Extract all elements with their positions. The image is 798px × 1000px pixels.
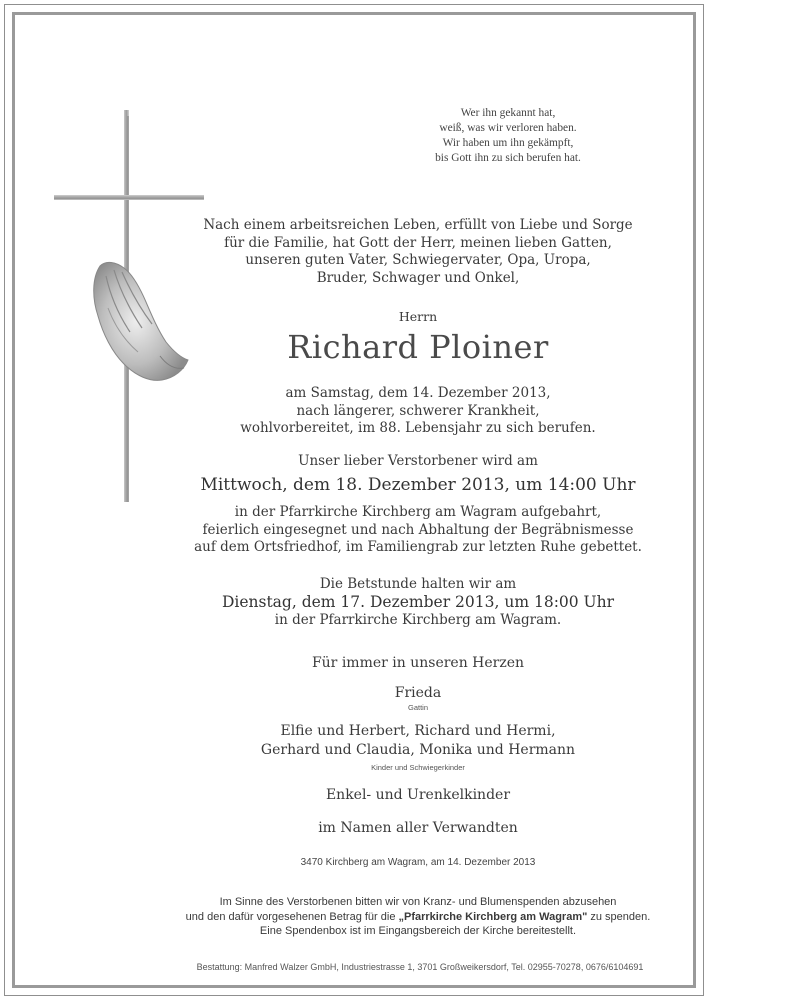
intro-line: für die Familie, hat Gott der Herr, meinen lieben Gatten, bbox=[224, 234, 612, 251]
wife-name: Frieda bbox=[394, 685, 442, 701]
funeral-details-line: auf dem Ortsfriedhof, im Familiengrab zur letzten Ruhe gebettet. bbox=[194, 539, 642, 556]
funeral-details-line: in der Pfarrkirche Kirchberg am Wagram aufgebahrt, bbox=[234, 504, 602, 520]
funeral-date-time: Mittwoch, dem 18. Dezember 2013, um 14:00 Uhr bbox=[200, 475, 636, 495]
children-names bbox=[168, 722, 668, 760]
place-date: 3470 Kirchberg am Wagram, am 14. Dezember 2013 bbox=[300, 857, 536, 868]
deceased-name: Richard Ploiner bbox=[287, 328, 549, 366]
funeral-details-line: feierlich eingesegnet und nach Abhaltung der Begräbnismesse bbox=[202, 521, 634, 538]
funeral-home-footer: Bestattung: Manfred Walzer GmbH, Industriestrasse 1, 3701 Großweikersdorf, Tel. 02955-70278, 0676/6104691 bbox=[196, 962, 644, 972]
intro-text bbox=[168, 217, 668, 287]
donation-request bbox=[148, 895, 688, 939]
children-role: Kinder und Schwiegerkinder bbox=[371, 763, 465, 772]
poem-line: bis Gott ihn zu sich berufen hat. bbox=[435, 152, 581, 164]
intro-line: Nach einem arbeitsreichen Leben, erfüllt von Liebe und Sorge bbox=[203, 217, 633, 233]
funeral-details bbox=[168, 504, 668, 557]
betstunde-date-time: Dienstag, dem 17. Dezember 2013, um 18:00 Uhr bbox=[221, 593, 615, 611]
intro-line: unseren guten Vater, Schwiegervater, Opa, Uropa, bbox=[245, 252, 591, 269]
relatives: im Namen aller Verwandten bbox=[318, 820, 518, 836]
salutation: Herrn bbox=[398, 309, 438, 324]
poem-line: Wer ihn gekannt hat, bbox=[460, 107, 556, 119]
cross-icon bbox=[48, 108, 208, 508]
death-info bbox=[168, 385, 668, 438]
donation-line bbox=[148, 910, 688, 925]
betstunde-location: in der Pfarrkirche Kirchberg am Wagram. bbox=[274, 612, 562, 628]
grandchildren: Enkel- und Urenkelkinder bbox=[325, 787, 511, 803]
betstunde-intro: Die Betstunde halten wir am bbox=[319, 576, 517, 592]
memorial-poem bbox=[380, 106, 636, 166]
donation-recipient: „Pfarrkirche Kirchberg am Wagram" bbox=[398, 910, 588, 923]
donation-line: Im Sinne des Verstorbenen bitten wir von Kranz- und Blumenspenden abzusehen bbox=[219, 896, 617, 908]
donation-text: und den dafür vorgesehenen Betrag für die bbox=[185, 910, 399, 923]
children-line: Elfie und Herbert, Richard und Hermi, bbox=[280, 723, 556, 739]
death-info-line: nach längerer, schwerer Krankheit, bbox=[296, 402, 540, 419]
children-line: Gerhard und Claudia, Monika und Hermann bbox=[260, 742, 576, 758]
mourners-heading: Für immer in unseren Herzen bbox=[311, 655, 525, 671]
death-info-line: wohlvorbereitet, im 88. Lebensjahr zu sich berufen. bbox=[240, 420, 596, 437]
poem-line: weiß, was wir verloren haben. bbox=[439, 122, 577, 134]
wife-role: Gattin bbox=[407, 703, 428, 712]
funeral-announce: Unser lieber Verstorbener wird am bbox=[298, 453, 538, 469]
death-info-line: am Samstag, dem 14. Dezember 2013, bbox=[285, 385, 551, 401]
donation-text: zu spenden. bbox=[587, 910, 651, 923]
intro-line: Bruder, Schwager und Onkel, bbox=[316, 269, 520, 286]
poem-line: Wir haben um ihn gekämpft, bbox=[442, 137, 574, 149]
donation-line: Eine Spendenbox ist im Eingangsbereich der Kirche bereitestellt. bbox=[259, 925, 577, 938]
